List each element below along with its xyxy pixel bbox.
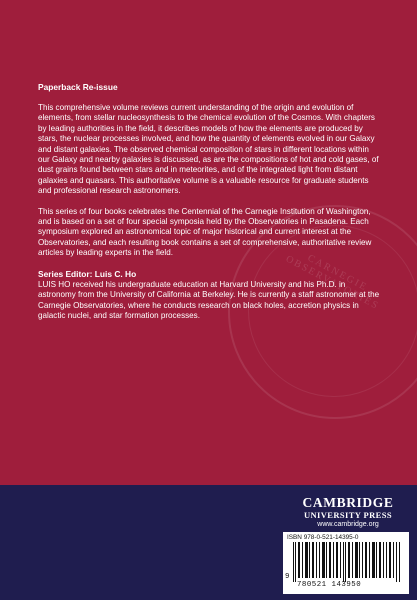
barcode-first-digit: 9: [285, 573, 290, 581]
publisher-url: www.cambridge.org: [317, 521, 379, 528]
editor-bio-paragraph: LUIS HO received his undergraduate education at Harvard University and his Ph.D. in astronomy from the University of California at Berkeley. He is currently a staff astronomer at the Carnegie Observatories, where he conducts research on black holes, accretion physics in galactic nuclei, and star formation processes.: [38, 279, 380, 320]
series-paragraph: This series of four books celebrates the Centennial of the Carnegie Institution of Washington, and is based on a set of four special symposia held by the Observatories in Pasadena. Each symposium explored an astronomical topic of major historical and current interest at the Observatories, and each resulting book contains a set of comprehensive, authoritative review articles by leading experts in the field.: [38, 206, 372, 258]
isbn-label: ISBN 978-0-521-14395-0: [287, 534, 359, 541]
series-editor-heading: Series Editor: Luis C. Ho: [38, 268, 137, 279]
publisher-name: CAMBRIDGE: [302, 495, 394, 510]
blurb-text: [38, 82, 382, 331]
description-paragraph: This comprehensive volume reviews current understanding of the origin and evolution of elements, from stellar nucleosynthesis to the chemical evolution of the Cosmos. With chapters by leading authorities in the field, it describes models of how the elements are produced by stars, the nuclear processes involved, and how the quantity of elements evolved in our Galaxy and distant galaxies. The observed chemical composition of stars in different locations within our Galaxy and nearby galaxies is discussed, as are the compositions of hot and cold gases, of dust grains found between stars and in meteorites, and of the integrated light from distant galaxies and quasars. This authoritative volume is a valuable resource for graduate students and professional research astronomers.: [38, 103, 379, 196]
publisher-subtitle: UNIVERSITY PRESS: [303, 510, 393, 520]
seal-text: CARNEGIE OBSERVATORIES: [283, 252, 382, 313]
barcode-digits: 780521 143950: [297, 581, 362, 589]
barcode-icon: [293, 542, 401, 582]
reissue-heading: Paperback Re-issue: [38, 82, 118, 92]
barcode-panel: [283, 532, 409, 594]
publisher-logo: [288, 496, 408, 530]
